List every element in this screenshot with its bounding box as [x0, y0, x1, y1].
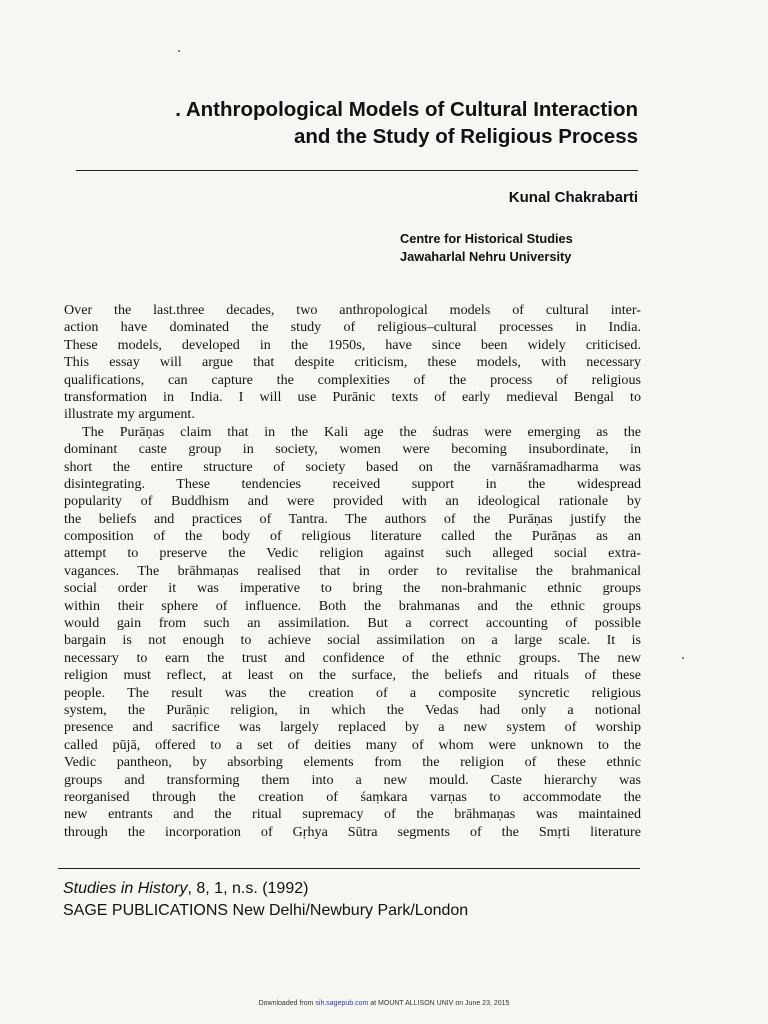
body-line: Vedic pantheon, by absorbing elements from the religion of these ethnic — [64, 754, 641, 771]
body-line: illustrate my argument. — [64, 406, 195, 423]
download-site-link[interactable]: sih.sagepub.com — [315, 1000, 369, 1007]
body-line: disintegrating. These tendencies received support in the widespread — [64, 475, 641, 492]
journal-reference — [63, 878, 468, 900]
body-line: action have dominated the study of religious–cultural processes in India. — [64, 319, 641, 336]
body-line: vagances. The brāhmaṇas realised that in order to revitalise the brahmanical — [64, 562, 641, 579]
title-divider — [76, 170, 638, 171]
body-line: groups and transforming them into a new mould. Caste hierarchy was — [64, 771, 641, 788]
body-line: popularity of Buddhism and were provided with an ideological rationale by — [64, 493, 641, 510]
article-title — [38, 96, 638, 150]
body-line: the beliefs and practices of Tantra. The authors of the Purāṇas justify the — [64, 510, 641, 527]
affiliation-centre: Centre for Historical Studies — [400, 231, 573, 246]
author-name: Kunal Chakrabarti — [508, 189, 638, 206]
body-line: social order it was imperative to bring the non-brahmanic ethnic groups — [64, 580, 641, 597]
article-title-line-2: and the Study of Religious Process — [293, 125, 638, 148]
body-line: These models, developed in the 1950s, have since been widely criticised. — [64, 336, 641, 353]
body-line: transformation in India. I will use Purānic texts of early medieval Bengal to — [64, 388, 641, 405]
download-prefix: Downloaded from — [258, 1000, 316, 1007]
body-line: qualifications, can capture the complexities of the process of religious — [64, 371, 641, 388]
body-line: religion must reflect, at least on the surface, the beliefs and rituals of these — [64, 667, 641, 684]
body-line: This essay will argue that despite criticism, these models, with necessary — [64, 354, 641, 371]
body-line: new entrants and the ritual supremacy of the brāhmaṇas was maintained — [64, 806, 641, 823]
article-body — [64, 302, 641, 841]
body-line: Over the last.three decades, two anthropological models of cultural inter- — [64, 302, 641, 318]
body-line: composition of the body of religious literature called the Purāṇas as an — [64, 528, 641, 545]
body-line: people. The result was the creation of a composite syncretic religious — [64, 684, 641, 701]
body-line: attempt to preserve the Vedic religion against such alleged social extra- — [64, 545, 641, 562]
body-line: dominant caste group in society, women were becoming insubordinate, in — [64, 441, 641, 458]
body-line: short the entire structure of society based on the varnāśramadharma was — [64, 458, 641, 475]
footer-divider — [58, 868, 640, 869]
journal-title: Studies in History — [63, 880, 188, 897]
publisher-line: SAGE PUBLICATIONS New Delhi/Newbury Park/London — [63, 902, 469, 919]
body-line: called pūjā, offered to a set of deities many of whom were unknown to the — [64, 736, 641, 753]
scan-speck — [682, 657, 684, 659]
journal-issue: , 8, 1, n.s. (1992) — [187, 880, 309, 897]
download-notice — [0, 1000, 768, 1007]
body-line: bargain is not enough to achieve social assimilation on a large scale. It is — [64, 632, 641, 649]
article-title-line-1: . Anthropological Models of Cultural Interaction — [175, 98, 638, 121]
scan-speck — [178, 50, 180, 52]
body-line: presence and sacrifice was largely replaced by a new system of worship — [64, 719, 641, 736]
body-line: within their sphere of influence. Both the brahmanas and the ethnic groups — [64, 597, 641, 614]
body-line: through the incorporation of Gṛhya Sūtra segments of the Smṛti literature — [64, 823, 641, 840]
author-affiliation — [400, 230, 573, 266]
body-line: reorganised through the creation of śaṃkara varṇas to accommodate the — [64, 788, 641, 805]
journal-citation — [63, 878, 468, 922]
body-line: necessary to earn the trust and confidence of the ethnic groups. The new — [64, 649, 641, 666]
body-line: The Purāṇas claim that in the Kali age the śudras were emerging as the — [82, 423, 641, 440]
body-line: would gain from such an assimilation. But a correct accounting of possible — [64, 615, 641, 632]
body-line: system, the Purāṇic religion, in which the Vedas had only a notional — [64, 701, 641, 718]
affiliation-university: Jawaharlal Nehru University — [400, 249, 572, 264]
download-suffix: at MOUNT ALLISON UNIV on June 23, 2015 — [368, 1000, 510, 1007]
